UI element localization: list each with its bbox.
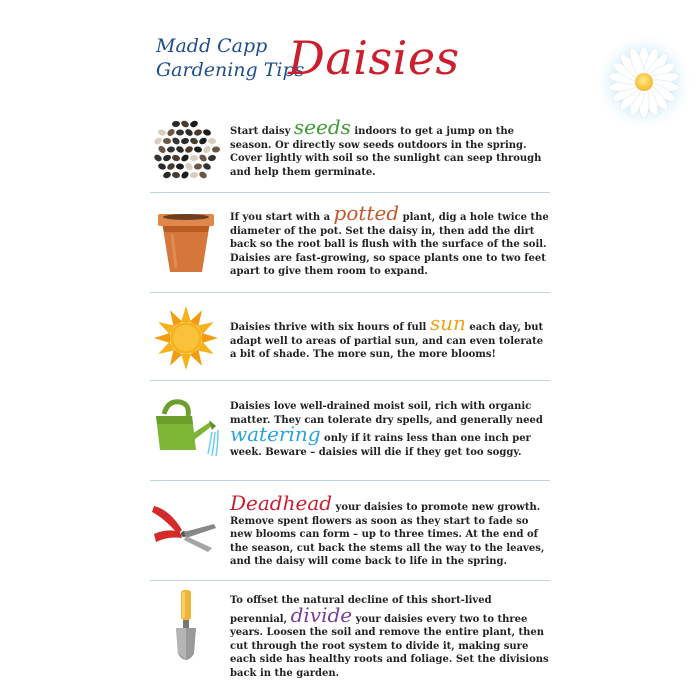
seed	[189, 120, 199, 129]
keyword-seeds: seeds	[293, 115, 351, 139]
brand-line-1: Madd Capp	[156, 35, 268, 57]
sun-ray	[181, 306, 191, 322]
brand-name	[156, 34, 304, 82]
tip-text: Start daisy seeds indoors to get a jump on the season. Or directly sow seeds outdoors in the spring. Cover lightly with soil so the sunlight can seep through and help them germinate.	[230, 115, 542, 178]
daisy-flower-icon	[594, 32, 694, 132]
seed	[172, 171, 181, 178]
tip-watering	[150, 384, 550, 480]
seed	[157, 129, 166, 137]
seed	[176, 163, 185, 170]
seed	[193, 128, 203, 136]
tip-text: If you start with a potted plant, dig a hole twice the diameter of the pot. Set the daisy in, then add the dirt back so the root ball is flush with the surface of the soil. Daisies are fast-growing, so space plants one to two feet apart to give them room to expand.	[230, 201, 549, 277]
seed	[175, 145, 185, 154]
pruning-shears-icon	[150, 496, 222, 568]
seed	[212, 146, 220, 153]
seed	[162, 154, 172, 162]
keyword-potted: potted	[333, 201, 400, 225]
seed	[190, 155, 198, 161]
keyword-deadhead: Deadhead	[230, 491, 333, 515]
tip-text: Daisies thrive with six hours of full sun each day, but adapt well to areas of partial sun, and can even tolerate a bit of shade. The more sun, the more blooms!	[230, 311, 544, 360]
tip-seeds	[150, 112, 550, 192]
seeds-icon	[150, 116, 222, 188]
seed	[180, 153, 190, 163]
keyword-divide: divide	[290, 602, 353, 627]
seed	[184, 162, 194, 172]
seed	[202, 162, 212, 171]
seed	[189, 137, 199, 146]
seed	[194, 163, 203, 170]
seed	[207, 154, 216, 162]
seed	[176, 129, 184, 135]
seed	[202, 145, 212, 155]
seed	[180, 170, 190, 180]
seed	[171, 136, 181, 146]
seed	[208, 138, 217, 145]
sun-ray	[181, 354, 191, 370]
seed	[184, 145, 194, 154]
seed	[157, 145, 167, 155]
tip-divide	[150, 584, 550, 684]
seed	[198, 153, 208, 163]
seed	[198, 170, 208, 179]
sun-ray	[202, 333, 218, 343]
divider	[150, 192, 550, 193]
seed	[193, 146, 202, 154]
watering-can-icon	[150, 392, 222, 464]
sun-icon	[150, 302, 222, 374]
seed	[157, 162, 167, 171]
divider	[150, 380, 550, 381]
divider	[150, 580, 550, 581]
keyword-sun: sun	[429, 311, 466, 335]
seed	[180, 119, 190, 128]
header	[150, 22, 550, 102]
seed	[166, 162, 176, 171]
trowel-icon	[150, 588, 222, 668]
seed	[171, 154, 180, 162]
seed	[162, 171, 172, 180]
divider	[150, 480, 550, 481]
seed	[163, 138, 171, 144]
seed	[180, 137, 189, 145]
tip-sun	[150, 296, 550, 380]
seed	[184, 128, 194, 137]
tip-text: To offset the natural decline of this short-lived perennial, divide your daisies every two to three years. Loosen the soil and remove the entire plant, then cut through the root system to divide it, making sure each side has healthy roots and foliage. Set the divisions back in the garden.	[230, 595, 549, 679]
flower-pot-icon	[150, 206, 222, 278]
tip-text: Deadhead your daisies to promote new growth. Remove spent flowers as soon as they start to fade so new blooms can form – up to three times. At the end of the season, cut back the stems all the way to the leaves, and the daisy will come back to life in the spring.	[230, 491, 545, 567]
seed	[172, 120, 181, 127]
keyword-watering: watering	[230, 422, 321, 446]
seed	[153, 153, 163, 162]
seed	[167, 146, 176, 153]
page-title: Daisies	[288, 31, 460, 85]
sun-ray	[154, 333, 170, 343]
tip-potted	[150, 196, 550, 292]
seed	[190, 172, 198, 179]
brand-line-2: Gardening Tips	[156, 59, 305, 81]
seed	[166, 128, 176, 138]
tip-deadhead	[150, 484, 550, 580]
seed	[153, 136, 163, 146]
divider	[150, 292, 550, 293]
seed	[198, 136, 208, 145]
seed	[202, 128, 211, 136]
tip-text: Daisies love well-drained moist soil, rich with organic matter. They can tolerate dry spells, and generally need watering only if it rains less than one inch per week. Beware – daisies will die if they get too soggy.	[230, 401, 543, 458]
